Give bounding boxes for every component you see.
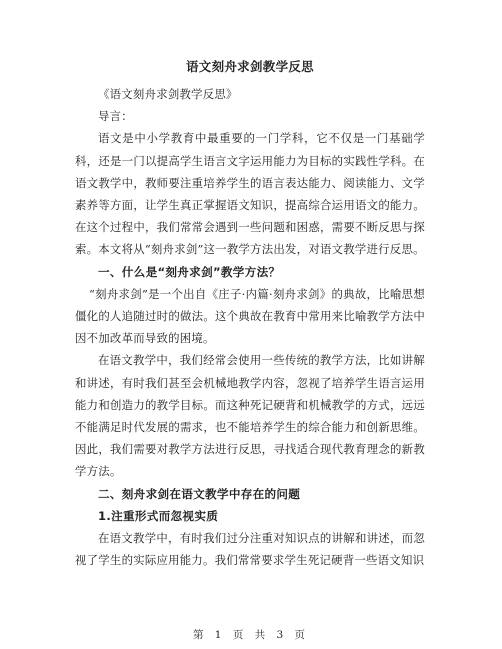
section-2-paragraph-1: 在语文教学中，有时我们过分注重对知识点的讲解和讲述，而忽视了学生的实际应用能力。我们常常要求学生死记硬背一些语文知识: [75, 531, 425, 568]
intro-paragraph: 语文是中小学教育中最重要的一门学科，它不仅是一门基础学科，还是一门以提高学生语言文字运用能力为目标的实践性学科。在语文教学中，教师要注重培养学生的语言表达能力、阅读能力、文学素养等方面，让学生真正掌握语文知识，提高综合运用语文的能力。在这个过程中，我们常常会遇到一些问题和困惑，需要不断反思与探索。本文将从“刻舟求剑”这一教学方法出发，对语文教学进行反思。: [75, 131, 425, 257]
section-1-heading: 一、什么是“刻舟求剑”教学方法？: [98, 264, 281, 279]
document-body: [75, 58, 425, 571]
intro-label: 导言：: [98, 109, 133, 124]
section-1-paragraph-2: 在语文教学中，我们经常会使用一些传统的教学方法，比如讲解和讲述，有时我们甚至会机械地教学内容，忽视了培养学生语言运用能力和创造力的教学目标。而这种死记硬背和机械教学的方式，远远不能满足时代发展的需求，也不能培养学生的综合能力和创新思维。因此，我们需要对教学方法进行反思，寻找适合现代教育理念的新教学方法。: [75, 353, 425, 479]
document-title: 语文刻舟求剑教学反思: [185, 59, 314, 74]
section-1-paragraph-1: “刻舟求剑”是一个出自《庄子·内篇·刻舟求剑》的典故，比喻思想僵化的人追随过时的做法。这个典故在教育中常用来比喻教学方法中因不加改革而导致的困境。: [75, 286, 425, 346]
section-2-heading: 二、刻舟求剑在语文教学中存在的问题: [98, 486, 301, 501]
document-subtitle: 《语文刻舟求剑教学反思》: [98, 87, 238, 101]
page-number-footer: 第 1 页 共 3 页: [192, 629, 310, 641]
section-2-subheading-1: 1.注重形式而忽视实质: [98, 508, 219, 523]
